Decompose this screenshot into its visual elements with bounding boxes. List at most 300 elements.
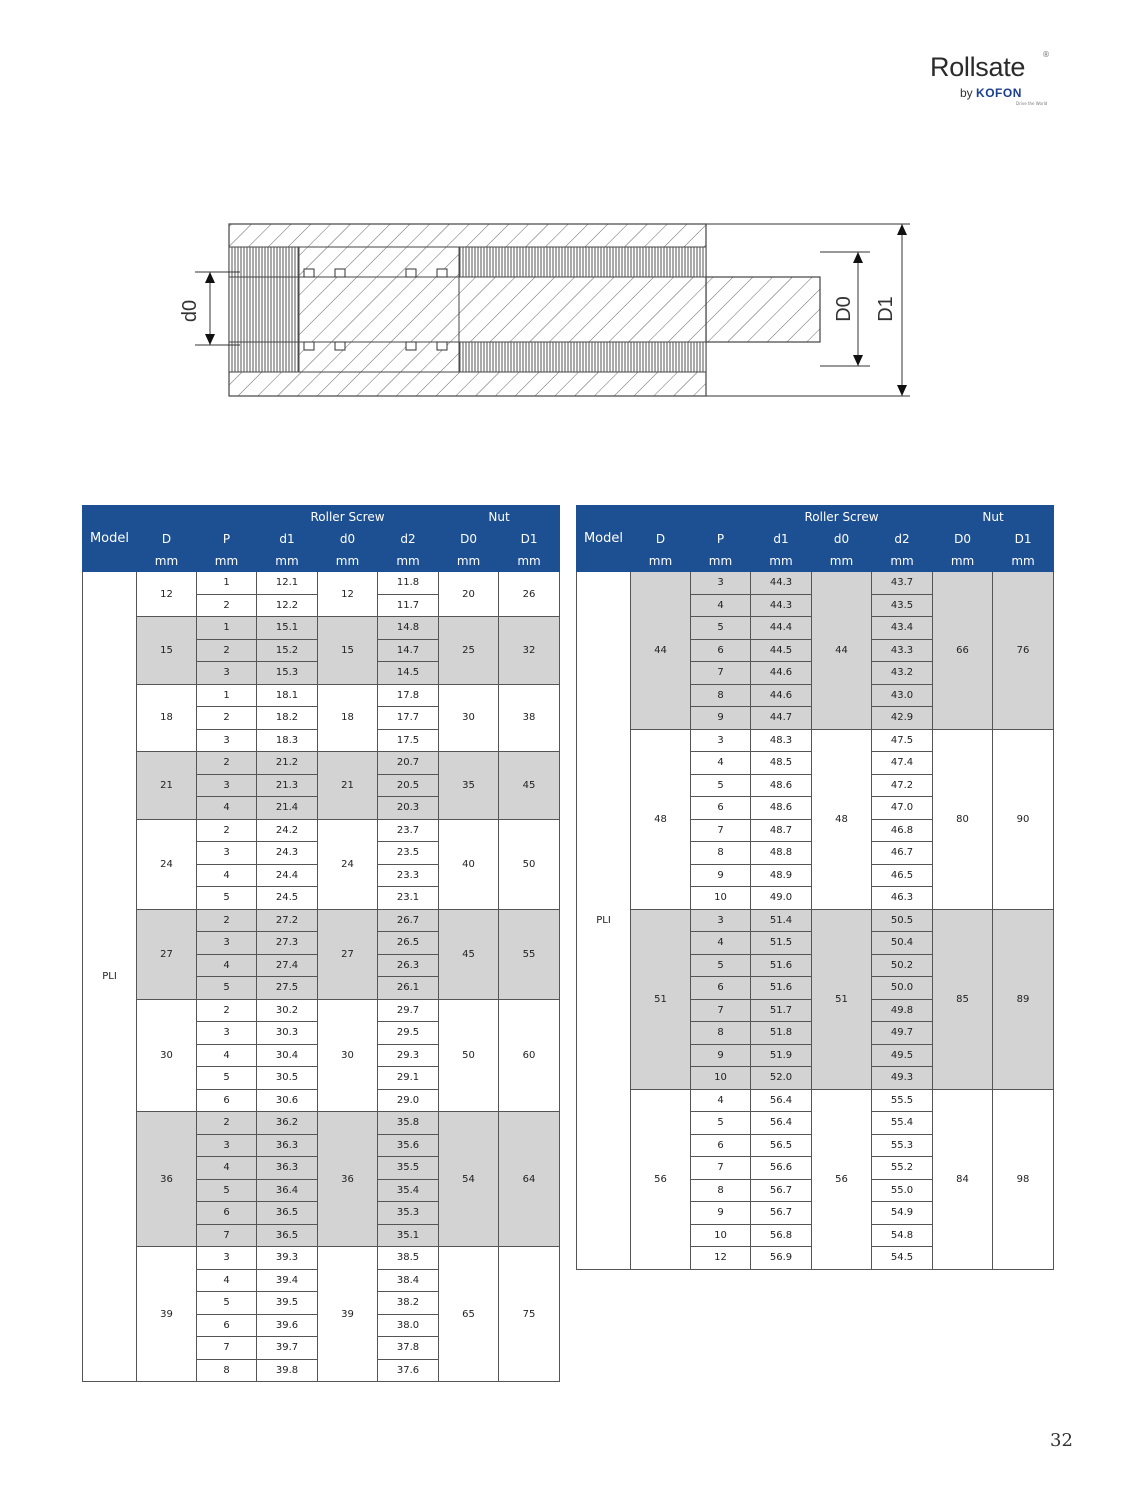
brand-company: KOFON	[976, 86, 1022, 100]
cell-d2: 55.0	[872, 1179, 933, 1202]
cell-d2: 35.6	[378, 1134, 439, 1157]
cell-d2: 43.0	[872, 684, 933, 707]
cell-d1: 51.8	[751, 1022, 812, 1045]
cell-d2: 29.1	[378, 1067, 439, 1090]
cell-P: 8	[691, 842, 751, 865]
cell-P: 4	[691, 752, 751, 775]
cell-d2: 49.7	[872, 1022, 933, 1045]
unit-header: mm	[691, 550, 751, 572]
cell-D0: 50	[439, 999, 499, 1112]
unit-header: mm	[751, 550, 812, 572]
unit-header: mm	[439, 550, 499, 572]
cell-d1: 39.6	[257, 1314, 318, 1337]
cell-P: 5	[197, 887, 257, 910]
cell-d2: 26.3	[378, 954, 439, 977]
table-row	[83, 572, 560, 595]
cell-d0: 21	[318, 752, 378, 820]
cell-P: 4	[197, 1044, 257, 1067]
cell-P: 4	[197, 797, 257, 820]
cell-d2: 26.1	[378, 977, 439, 1000]
cell-P: 4	[197, 1157, 257, 1180]
brand-by: by	[960, 86, 973, 100]
table-row	[577, 729, 1054, 752]
cell-P: 2	[197, 639, 257, 662]
cell-d2: 54.9	[872, 1202, 933, 1225]
cell-D1: 50	[499, 819, 560, 909]
cell-d2: 11.8	[378, 572, 439, 595]
unit-header: mm	[993, 550, 1054, 572]
cell-P: 1	[197, 684, 257, 707]
cell-d1: 51.6	[751, 954, 812, 977]
cell-D1: 55	[499, 909, 560, 999]
cell-P: 7	[197, 1337, 257, 1360]
cell-D0: 85	[933, 909, 993, 1089]
cell-D0: 66	[933, 572, 993, 730]
cell-P: 7	[691, 819, 751, 842]
cell-d1: 27.5	[257, 977, 318, 1000]
cell-d2: 20.3	[378, 797, 439, 820]
cell-D: 44	[631, 572, 691, 730]
cell-d1: 18.1	[257, 684, 318, 707]
col-header: D	[631, 529, 691, 550]
cell-P: 10	[691, 1224, 751, 1247]
unit-header: mm	[872, 550, 933, 572]
cell-d1: 24.3	[257, 842, 318, 865]
cell-d2: 20.5	[378, 774, 439, 797]
cell-P: 6	[691, 639, 751, 662]
table-row	[577, 572, 1054, 595]
cell-D: 12	[137, 572, 197, 617]
col-header: d0	[318, 529, 378, 550]
cell-d2: 46.7	[872, 842, 933, 865]
cell-P: 5	[691, 774, 751, 797]
cell-d1: 27.2	[257, 909, 318, 932]
cell-d0: 12	[318, 572, 378, 617]
cell-P: 2	[197, 707, 257, 730]
header-blank	[137, 506, 257, 529]
cell-P: 8	[197, 1359, 257, 1382]
model-cell: PLI	[577, 572, 631, 1270]
cell-d2: 29.7	[378, 999, 439, 1022]
col-header: P	[197, 529, 257, 550]
cell-P: 2	[197, 999, 257, 1022]
cell-P: 4	[197, 954, 257, 977]
cell-D1: 76	[993, 572, 1054, 730]
cell-P: 3	[691, 572, 751, 595]
cell-d2: 55.2	[872, 1157, 933, 1180]
cell-P: 4	[691, 932, 751, 955]
cell-d1: 36.4	[257, 1179, 318, 1202]
cell-d1: 56.4	[751, 1112, 812, 1135]
cell-P: 2	[197, 909, 257, 932]
cell-D0: 35	[439, 752, 499, 820]
cell-D0: 25	[439, 617, 499, 685]
cell-d2: 50.0	[872, 977, 933, 1000]
cell-P: 1	[197, 572, 257, 595]
cell-d2: 55.5	[872, 1089, 933, 1112]
cell-P: 2	[197, 752, 257, 775]
cell-D: 48	[631, 729, 691, 909]
cell-P: 6	[691, 977, 751, 1000]
cell-P: 10	[691, 887, 751, 910]
cell-d1: 48.7	[751, 819, 812, 842]
cell-P: 3	[197, 1247, 257, 1270]
cell-d2: 49.5	[872, 1044, 933, 1067]
cell-d1: 44.5	[751, 639, 812, 662]
cell-d2: 47.4	[872, 752, 933, 775]
cell-D: 51	[631, 909, 691, 1089]
cell-d1: 44.6	[751, 662, 812, 685]
cell-d2: 17.7	[378, 707, 439, 730]
cell-D1: 38	[499, 684, 560, 752]
cell-d1: 48.8	[751, 842, 812, 865]
cell-P: 1	[197, 617, 257, 640]
cell-P: 5	[691, 617, 751, 640]
cell-d2: 20.7	[378, 752, 439, 775]
unit-header: mm	[933, 550, 993, 572]
table-row	[83, 1247, 560, 1270]
cell-d0: 56	[812, 1089, 872, 1269]
cell-d2: 49.8	[872, 999, 933, 1022]
cell-d1: 36.2	[257, 1112, 318, 1135]
cell-d1: 18.3	[257, 729, 318, 752]
cell-d1: 44.4	[751, 617, 812, 640]
cell-d1: 30.3	[257, 1022, 318, 1045]
col-header: d2	[872, 529, 933, 550]
cell-P: 9	[691, 707, 751, 730]
table-row	[83, 752, 560, 775]
cell-D1: 89	[993, 909, 1054, 1089]
cell-d2: 47.5	[872, 729, 933, 752]
cell-d1: 48.9	[751, 864, 812, 887]
cell-d1: 39.3	[257, 1247, 318, 1270]
cell-d2: 38.4	[378, 1269, 439, 1292]
col-header: d2	[378, 529, 439, 550]
cell-d1: 51.5	[751, 932, 812, 955]
cell-d2: 46.3	[872, 887, 933, 910]
cell-d1: 44.7	[751, 707, 812, 730]
cell-d1: 27.3	[257, 932, 318, 955]
cell-d2: 35.5	[378, 1157, 439, 1180]
table-row	[577, 1089, 1054, 1112]
cell-D: 15	[137, 617, 197, 685]
cell-d1: 48.5	[751, 752, 812, 775]
cell-P: 5	[197, 1067, 257, 1090]
cell-d1: 48.3	[751, 729, 812, 752]
cell-D0: 54	[439, 1112, 499, 1247]
cell-d1: 51.9	[751, 1044, 812, 1067]
cell-P: 4	[691, 1089, 751, 1112]
cell-d1: 12.1	[257, 572, 318, 595]
col-header: D0	[439, 529, 499, 550]
cell-D1: 75	[499, 1247, 560, 1382]
cell-d2: 43.2	[872, 662, 933, 685]
cell-P: 6	[197, 1314, 257, 1337]
cell-P: 7	[197, 1224, 257, 1247]
cell-d1: 44.3	[751, 594, 812, 617]
cell-D1: 45	[499, 752, 560, 820]
cell-d1: 56.7	[751, 1202, 812, 1225]
cell-D: 21	[137, 752, 197, 820]
col-header: d1	[751, 529, 812, 550]
cell-d2: 35.1	[378, 1224, 439, 1247]
cell-d1: 15.3	[257, 662, 318, 685]
cell-d2: 26.7	[378, 909, 439, 932]
cell-D: 36	[137, 1112, 197, 1247]
cell-d2: 26.5	[378, 932, 439, 955]
nut-body	[229, 224, 820, 396]
cell-D1: 64	[499, 1112, 560, 1247]
cell-d2: 49.3	[872, 1067, 933, 1090]
cell-P: 10	[691, 1067, 751, 1090]
cell-P: 9	[691, 1044, 751, 1067]
cell-P: 3	[197, 1022, 257, 1045]
cell-d2: 29.5	[378, 1022, 439, 1045]
cell-d2: 17.8	[378, 684, 439, 707]
header-roller-screw: Roller Screw	[751, 506, 933, 529]
cell-d1: 27.4	[257, 954, 318, 977]
cell-d2: 47.2	[872, 774, 933, 797]
unit-header: mm	[257, 550, 318, 572]
cell-d2: 35.3	[378, 1202, 439, 1225]
cell-d2: 47.0	[872, 797, 933, 820]
cell-d2: 35.4	[378, 1179, 439, 1202]
header-model: Model	[83, 506, 137, 572]
label-D1: D1	[875, 296, 897, 322]
cell-d1: 48.6	[751, 797, 812, 820]
cell-P: 3	[197, 774, 257, 797]
cell-d1: 36.5	[257, 1224, 318, 1247]
cell-d2: 29.3	[378, 1044, 439, 1067]
cell-d1: 30.5	[257, 1067, 318, 1090]
cell-d1: 48.6	[751, 774, 812, 797]
cell-d2: 43.4	[872, 617, 933, 640]
cell-P: 3	[197, 729, 257, 752]
cell-d2: 38.0	[378, 1314, 439, 1337]
cell-D0: 84	[933, 1089, 993, 1269]
brand-name: Rollsate	[930, 52, 1026, 82]
cell-d2: 23.5	[378, 842, 439, 865]
table-row	[83, 819, 560, 842]
cell-d0: 18	[318, 684, 378, 752]
cell-d2: 23.3	[378, 864, 439, 887]
cell-d2: 54.5	[872, 1247, 933, 1270]
cell-d0: 15	[318, 617, 378, 685]
table-row	[83, 909, 560, 932]
cell-d1: 39.7	[257, 1337, 318, 1360]
cell-D: 27	[137, 909, 197, 999]
col-header: D1	[993, 529, 1054, 550]
cell-d2: 14.7	[378, 639, 439, 662]
cell-P: 3	[197, 842, 257, 865]
cell-d1: 51.4	[751, 909, 812, 932]
cell-d2: 55.3	[872, 1134, 933, 1157]
cell-P: 7	[691, 999, 751, 1022]
cell-P: 2	[197, 594, 257, 617]
cell-d1: 36.5	[257, 1202, 318, 1225]
col-header: D	[137, 529, 197, 550]
cell-d0: 39	[318, 1247, 378, 1382]
cell-D1: 98	[993, 1089, 1054, 1269]
cell-d2: 17.5	[378, 729, 439, 752]
cell-d1: 15.2	[257, 639, 318, 662]
cell-D1: 26	[499, 572, 560, 617]
brand-tagline: Drive the World	[1016, 101, 1048, 106]
header-blank	[631, 506, 751, 529]
cell-d0: 27	[318, 909, 378, 999]
cell-d1: 52.0	[751, 1067, 812, 1090]
spec-table-right	[576, 505, 1054, 1270]
cell-P: 3	[197, 1134, 257, 1157]
cell-d1: 15.1	[257, 617, 318, 640]
cell-d1: 56.7	[751, 1179, 812, 1202]
cell-P: 8	[691, 684, 751, 707]
cell-D: 30	[137, 999, 197, 1112]
table-row	[83, 1112, 560, 1135]
cell-D: 56	[631, 1089, 691, 1269]
cell-P: 7	[691, 1157, 751, 1180]
cell-P: 5	[691, 1112, 751, 1135]
cell-P: 6	[197, 1202, 257, 1225]
cell-d2: 55.4	[872, 1112, 933, 1135]
cell-d1: 51.6	[751, 977, 812, 1000]
cell-d2: 37.8	[378, 1337, 439, 1360]
cell-d2: 38.5	[378, 1247, 439, 1270]
cell-d1: 56.5	[751, 1134, 812, 1157]
unit-header: mm	[318, 550, 378, 572]
cell-d2: 38.2	[378, 1292, 439, 1315]
cell-D: 18	[137, 684, 197, 752]
cell-d2: 54.8	[872, 1224, 933, 1247]
cell-d1: 18.2	[257, 707, 318, 730]
header-nut: Nut	[439, 506, 560, 529]
col-header: D1	[499, 529, 560, 550]
cell-d1: 44.6	[751, 684, 812, 707]
cell-D0: 30	[439, 684, 499, 752]
table-body	[83, 572, 560, 1382]
cell-P: 5	[197, 1179, 257, 1202]
cell-d1: 30.6	[257, 1089, 318, 1112]
cell-P: 3	[197, 932, 257, 955]
cell-d0: 44	[812, 572, 872, 730]
cell-P: 8	[691, 1179, 751, 1202]
col-header: d1	[257, 529, 318, 550]
cell-d1: 44.3	[751, 572, 812, 595]
cell-d1: 56.9	[751, 1247, 812, 1270]
cell-d1: 39.8	[257, 1359, 318, 1382]
nut-cross-section-drawing	[0, 0, 1135, 460]
header-model: Model	[577, 506, 631, 572]
cell-P: 12	[691, 1247, 751, 1270]
cell-d1: 12.2	[257, 594, 318, 617]
table-row	[83, 684, 560, 707]
cell-d1: 49.0	[751, 887, 812, 910]
table-body	[577, 572, 1054, 1270]
cell-d2: 14.5	[378, 662, 439, 685]
cell-d2: 23.7	[378, 819, 439, 842]
cell-d2: 46.5	[872, 864, 933, 887]
cell-d2: 11.7	[378, 594, 439, 617]
unit-header: mm	[137, 550, 197, 572]
unit-header: mm	[197, 550, 257, 572]
model-cell: PLI	[83, 572, 137, 1382]
cell-P: 2	[197, 819, 257, 842]
cell-D0: 40	[439, 819, 499, 909]
unit-header: mm	[378, 550, 439, 572]
cell-d1: 56.6	[751, 1157, 812, 1180]
cell-P: 7	[691, 662, 751, 685]
cell-d0: 30	[318, 999, 378, 1112]
cell-D1: 90	[993, 729, 1054, 909]
cell-P: 6	[691, 1134, 751, 1157]
cell-P: 4	[197, 1269, 257, 1292]
label-d0: d0	[179, 299, 201, 323]
cell-d2: 29.0	[378, 1089, 439, 1112]
cell-D0: 65	[439, 1247, 499, 1382]
cell-d1: 51.7	[751, 999, 812, 1022]
cell-d1: 24.2	[257, 819, 318, 842]
cell-P: 3	[691, 729, 751, 752]
cell-d2: 35.8	[378, 1112, 439, 1135]
cell-d1: 39.5	[257, 1292, 318, 1315]
cell-P: 6	[691, 797, 751, 820]
cell-d2: 43.7	[872, 572, 933, 595]
col-header: d0	[812, 529, 872, 550]
cell-P: 3	[691, 909, 751, 932]
cell-d1: 30.2	[257, 999, 318, 1022]
cell-D1: 32	[499, 617, 560, 685]
cell-d2: 46.8	[872, 819, 933, 842]
col-header: P	[691, 529, 751, 550]
cell-d1: 21.3	[257, 774, 318, 797]
cell-D0: 20	[439, 572, 499, 617]
cell-d2: 23.1	[378, 887, 439, 910]
unit-header: mm	[812, 550, 872, 572]
cell-d2: 50.5	[872, 909, 933, 932]
cell-D1: 60	[499, 999, 560, 1112]
cell-P: 5	[197, 1292, 257, 1315]
cell-d1: 24.4	[257, 864, 318, 887]
unit-header: mm	[499, 550, 560, 572]
cell-P: 8	[691, 1022, 751, 1045]
cell-d2: 42.9	[872, 707, 933, 730]
cell-d2: 50.2	[872, 954, 933, 977]
cell-d2: 37.6	[378, 1359, 439, 1382]
cell-d0: 24	[318, 819, 378, 909]
cell-d2: 43.3	[872, 639, 933, 662]
header-roller-screw: Roller Screw	[257, 506, 439, 529]
registered-mark: ®	[1042, 50, 1050, 59]
cell-d1: 36.3	[257, 1134, 318, 1157]
cell-P: 5	[197, 977, 257, 1000]
header-nut: Nut	[933, 506, 1054, 529]
table-row	[83, 617, 560, 640]
unit-header: mm	[631, 550, 691, 572]
cell-P: 9	[691, 864, 751, 887]
cell-d2: 43.5	[872, 594, 933, 617]
table-row	[577, 909, 1054, 932]
cell-d1: 39.4	[257, 1269, 318, 1292]
cell-d0: 36	[318, 1112, 378, 1247]
spec-table-left	[82, 505, 560, 1382]
cell-d1: 56.4	[751, 1089, 812, 1112]
cell-D: 39	[137, 1247, 197, 1382]
cell-D0: 80	[933, 729, 993, 909]
cell-d1: 36.3	[257, 1157, 318, 1180]
cell-d0: 51	[812, 909, 872, 1089]
label-D0: D0	[833, 296, 855, 322]
cell-P: 6	[197, 1089, 257, 1112]
